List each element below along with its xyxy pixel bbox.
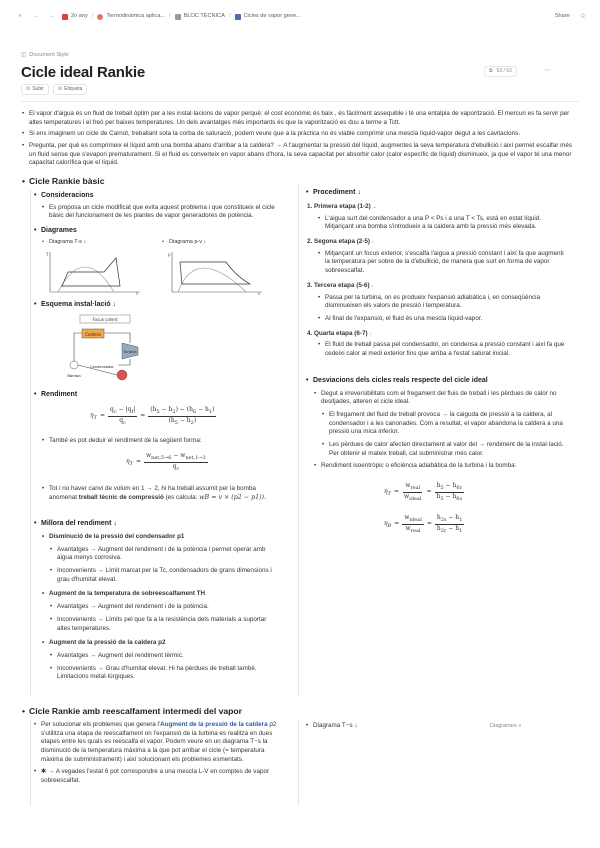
millora-cons: • Inconvenients → Límits pel que fa a la resistència dels materials a suportar altes temperatures. (49, 616, 281, 633)
consideracions-block (33, 191, 283, 221)
column-divider (298, 184, 299, 696)
stage-bullet: • L'aigua surt del condensador a una P < Ps i a una T < Ts, està en estat líquid. Mitjançant una bomba s'introdueix a la caldera amb la pressió més elevada. (317, 215, 567, 232)
desviacions-block (305, 376, 575, 471)
link-pressure-increase[interactable]: Augment de la pressió de la caldera (160, 721, 268, 728)
page-counter[interactable]: ⧉ 63 / 63 (484, 66, 517, 77)
efficiency-formula: $\eta_T$ = $\frac{q_c - |q_f|}{q_c}$ = $\frac{(h_5 - h_2) - (h_6 - h_1)}{(h_5 - h_2)}$ (90, 406, 215, 427)
arrow-icon: » (518, 723, 522, 729)
schema-label-condensador: Condensador (90, 365, 114, 369)
tag-etiqueta[interactable]: ⊙ Etiqueta (53, 84, 88, 95)
chevron-down-icon: ↓ (354, 722, 358, 729)
toggle-guide (30, 720, 31, 806)
procediment-block (305, 188, 575, 198)
esquema-block (33, 300, 283, 310)
more-menu-icon[interactable]: ⋯ (544, 67, 551, 74)
millora-heading[interactable]: • Millora del rendiment ↓ (33, 519, 283, 529)
procediment-heading[interactable]: • Procediment ↓ (305, 188, 575, 198)
page-icon (62, 14, 68, 20)
chevron-down-icon: ↓ (112, 301, 117, 308)
millora-pros: • Avantatges → Augment del rendiment i de la potència. (49, 603, 281, 612)
copy-icon: ⧉ (489, 68, 493, 75)
chevron-down-icon: ↓ (357, 189, 361, 196)
diagram-pv-toggle[interactable]: • Diagrama p-v ↓ (161, 239, 281, 247)
tag-icon: ⊙ (57, 86, 63, 92)
document-style-label: ◫ Document Style (21, 52, 69, 58)
chevron-down-icon: ↓ (113, 520, 117, 527)
stage-4-title[interactable]: 4. Quarta etapa (6-7) ↓ (307, 329, 372, 337)
share-button[interactable]: Share (554, 13, 570, 20)
schema-label-caldera: Caldera (85, 332, 101, 337)
pump-efficiency-formula: $\eta_B$ = $\frac{w_{ideal}}{w_{real}}$ = $\frac{h_{2s} - h_1}{h_{2r} - h_1}$ (384, 514, 463, 535)
svg-text:s: s (136, 291, 139, 296)
breadcrumb-item-4[interactable]: Cicles de vapor gene... (235, 13, 301, 21)
ts-diagram-image (44, 248, 144, 296)
millora-cons: • Inconvenients → Límit marcat per la Tc, condensadors de grans dimensions i grau d'humitat elevat. (49, 567, 281, 584)
rendiment-block (33, 390, 283, 400)
reheat-heading[interactable]: • Cicle Rankie amb reescalfament intermedi del vapor (21, 706, 561, 718)
left-column (21, 176, 286, 188)
stage-list (305, 203, 567, 359)
toggle-guide (30, 190, 31, 695)
page-icon (235, 14, 241, 20)
millora-pros: • Avantatges → Augment del rendiment i de la potència i permet operar amb aigua menys corrosiva. (49, 546, 281, 563)
svg-text:v: v (258, 291, 261, 296)
efficiency-work-formula: $\eta_T$ = $\frac{w_{net,5\to 6} - w_{net,1\to 2}}{q_c}$ (126, 452, 206, 473)
isentropic-text: • Rendiment isoentròpic o eficiència adiabàtica de la turbina i la bomba: (313, 462, 575, 471)
intro-paragraph: • Pregunta, per què es comprimeix el líquid amb una bomba abans d'arribar a la caldera? → A l'augmentar la pressió del líquid, augmentes la seva temperatura d'ebullició i així permet escalfar més un fluid sense que s'evapori prematurament. Si el fluid es converteix en vapor abans d'hora, la seva capacitat per absorbir calor (calor específic de líquid) disminueix, ja que el vapor té una menor capacitat calorífica que el líquid. (21, 142, 579, 168)
stage-bullet: • Mitjançant un focus exterior, s'escalfa l'aigua a pressió constant i així fa que augmenti la temperatura per sobre de la d'ebullició, de manera que surt en forma de vapor sobreescalfat. (317, 250, 567, 276)
stage-3-title[interactable]: 3. Tercera etapa (5-6) ↓ (307, 281, 374, 289)
svg-text:p: p (168, 252, 171, 257)
style-icon: ◫ (21, 52, 27, 58)
reheat-section (21, 706, 561, 718)
stage-bullet: • El fluid de treball passa pel condensador, on condensa a pressió constant i així fa que cedeixi calor al medi exterior fins que arriba a l'estat saturat inicial. (317, 341, 567, 358)
millora-item-title[interactable]: • Augment de la temperatura de sobreescalfament TH (41, 590, 281, 599)
tag-list (21, 84, 87, 95)
desviacions-heading[interactable]: • Desviacions dels cicles reals respecte del cicle ideal (305, 376, 575, 386)
svg-text:T: T (46, 252, 49, 257)
desviacions-intro: • Degut a irreversibilitats com el fregament del fluis de treball i les pèrdues de calor no desitjades, alteren el cicle ideal. (313, 390, 575, 407)
turbine-efficiency-formula: $\eta_T$ = $\frac{w_{real}}{w_{ideal}}$ = $\frac{h_5 - h_{6r}}{h_5 - h_{6s}}$ (384, 482, 463, 503)
chevron-down-icon: ↓ (203, 239, 207, 245)
esquema-heading[interactable]: • Esquema instal·lació ↓ (33, 300, 283, 310)
desviacions-sub: • El fregament del fluid de treball provoca → la caiguda de pressió a la caldera, al condensador i a les canonades. Com a resultat, el vapor abandona la caldera a una pressió una mica inferior. (321, 411, 575, 437)
diagrames-link[interactable]: Diagrames » (490, 723, 522, 729)
millora-block (33, 519, 283, 529)
column-divider (298, 720, 299, 806)
schema-label-turbina: Turbina (123, 350, 137, 354)
reheat-note: • ✱ → A vegades l'estat 6 pot correspondre a una mescla L-V en comptes de vapor sobreescalfat. (33, 768, 279, 785)
page-title[interactable]: Cicle ideal Rankie (21, 64, 145, 81)
consideracions-text: • Es proposa un cicle modificat que evita aquest problema i que constitueix el cicle bàsic del funcionament de les plantes de vapor generadores de potència. (41, 204, 283, 221)
millora-item-title[interactable]: • Disminució de la pressió del condensador p1 (41, 533, 281, 542)
breadcrumb-item-2[interactable]: Termodinàmica aplica... (97, 13, 165, 21)
desviacions-sub: • Les pèrdues de calor afecten directament al valor del → rendiment de la instal·lació. Per obtenir el mateix treball, cal subministrar més calor. (321, 441, 575, 458)
consideracions-heading[interactable]: • Consideracions (33, 191, 283, 201)
page-icon (175, 14, 181, 20)
stage-bullet: • Passa per la turbina, on es produeix l'expansió adiabàtica i, en conseqüència disminueixen els valors de pressió i temperatura. (317, 294, 567, 311)
millora-list (41, 533, 281, 682)
schema-label-bomba: Bomba (67, 373, 81, 378)
stage-1-title[interactable]: 1. Primera etapa (1-2) ⌄ (307, 203, 377, 210)
star-icon[interactable]: ☆ (579, 13, 586, 21)
stage-2-title[interactable]: 2. Segona etapa (2-5) ↓ (307, 238, 375, 246)
diagram-ts-toggle[interactable]: • Diagrama T-s ↓ (41, 239, 161, 247)
millora-cons: • Inconvenients → Grau d'humitat elevat. Hi ha pèrdues de treball també. Limitacions metal·lúrgiques. (49, 665, 281, 682)
sidebar-toggle-icon[interactable]: » (18, 13, 22, 20)
stage-bullet: • Al final de l'expansió, el fluid és una mescla líquid-vapor. (317, 315, 567, 324)
rendiment-alt-text: • També es pot deduir el rendiment de la següent forma: (41, 437, 281, 446)
section-heading-rankie-basic[interactable]: • Cicle Rankie bàsic (21, 176, 286, 188)
intro-paragraph: • El vapor d'aigua és un fluid de treball òptim per a les instal·lacions de vapor perquè: el cost econòmic és baix , és fàcilment assequible i té una entalpia de vaporització. El mercuri es fa servir per altes temperatures i el freó per baixes temperatures. Un dels avantatges més importants és que la vaporització es duu a terme a Tctt. (21, 110, 579, 127)
millora-pros: • Avantatges → Augment del rendiment tèrmic. (49, 652, 281, 661)
chevron-down-icon: ↓ (83, 239, 87, 245)
installation-schema-image (60, 313, 160, 385)
diagrames-block (33, 226, 283, 236)
forward-arrow-icon[interactable]: → (49, 13, 55, 20)
millora-item-title[interactable]: • Augment de la pressió de la caldera p2 (41, 639, 281, 648)
reheat-text: • Per solucionar els problemes que genera l'Augment de la pressió de la caldera p2 s'utilitza una etapa de reescalfament on l'expansió de la turbina es realitza en dues etapes entre les quals es reescalfa el vapor. Podem veure en un diagrama T−s la disminució de la temperatura màxima a la que pot arribar el cicle (= temperatura màxima de subministrament) i així solucionant els problemes esmentats. • ✱ → A vegades l'estat 6 pot correspondre a una mescla L-V en comptes de vapor sobreescalfat. (33, 721, 279, 786)
tag-subir[interactable]: ⊙ Subir (21, 84, 49, 95)
schema-label-focus: Focus calent (92, 317, 118, 322)
diagrames-heading[interactable]: • Diagrames (33, 226, 283, 236)
tag-icon: ⊙ (26, 86, 31, 92)
page-icon (97, 14, 103, 20)
rendiment-heading[interactable]: • Rendiment (33, 390, 283, 400)
top-bar: » ← → 2n any / Termodinàmica aplica... / BLOC TÈCNICA / Cicles de vapor gene... Share ☆ (0, 0, 600, 34)
breadcrumb-item-3[interactable]: BLOC TÈCNICA (175, 13, 225, 21)
pv-diagram-image (166, 248, 266, 296)
divider (21, 101, 579, 102)
intro-paragraph: • Si ens imaginem un cicle de Carnot, treballant sota la corba de saturació, podem veure que a la pràctica no és viable comprimir una mescla líquid-vapor degut a les cavitacions. (21, 130, 579, 139)
breadcrumb-item-1[interactable]: 2n any (62, 13, 88, 21)
intro-section (21, 110, 579, 168)
back-arrow-icon[interactable]: ← (33, 13, 39, 20)
reheat-diagram-toggle[interactable]: • Diagrama T−s ↓ (305, 722, 445, 731)
pump-work-note: • Tot i no haver canvi de volum en 1 → 2, hi ha treball assumit per la bomba anomenat treball tècnic de compressió (es calcula: wB = v × (p2 − p1)). (41, 485, 281, 502)
